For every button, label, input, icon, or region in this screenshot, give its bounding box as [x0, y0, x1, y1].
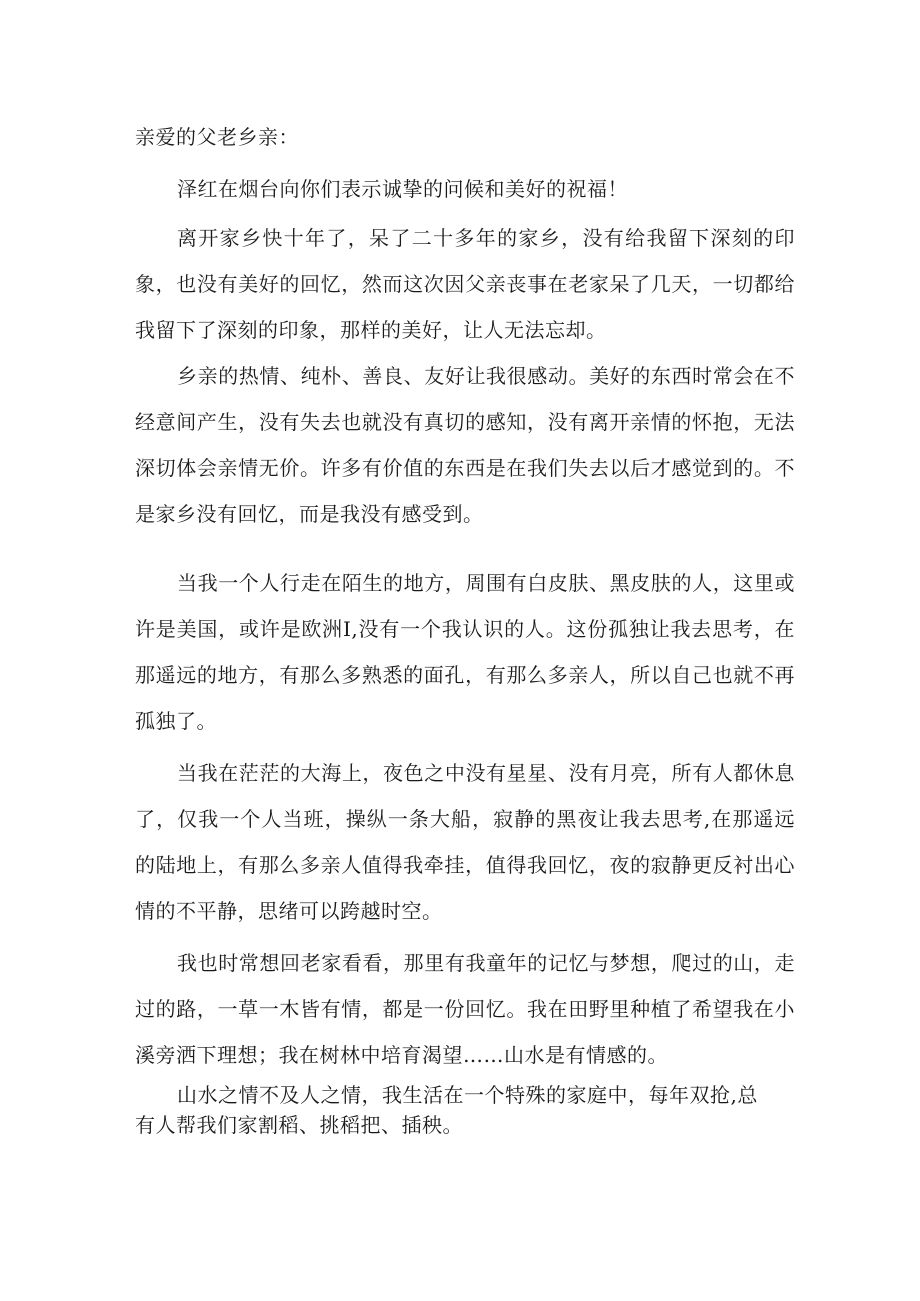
paragraph-greeting: 泽红在烟台向你们表示诚挚的问候和美好的祝福！ — [177, 177, 628, 201]
paragraph-hometown-memories: 我也时常想回老家看看，那里有我童年的记忆与梦想，爬过的山，走过的路，一草一木皆有情，都是一份回忆。我在田野里种植了希望我在小溪旁洒下理想；我在树林中培育渴望……山水是有情感的。 — [135, 951, 795, 1067]
paragraph-abroad: 当我一个人行走在陌生的地方，周围有白皮肤、黑皮肤的人，这里或许是美国，或许是欧洲I,没有一个我认识的人。这份孤独让我去思考，在那遥远的地方，有那么多熟悉的面孔，有那么多亲人，所以自己也就不再孤独了。 — [135, 571, 795, 733]
paragraph-family: 山水之情不及人之情，我生活在一个特殊的家庭中，每年双抢,总有人帮我们家割稻、挑稻把、插秧。 — [135, 1083, 758, 1137]
paragraph-leaving-home: 离开家乡快十年了，呆了二十多年的家乡，没有给我留下深刻的印象，也没有美好的回忆，然而这次因父亲丧事在老家呆了几天，一切都给我留下了深刻的印象，那样的美好，让人无法忘却。 — [135, 226, 795, 342]
paragraph-kindness: 乡亲的热情、纯朴、善良、友好让我很感动。美好的东西时常会在不经意间产生，没有失去也就没有真切的感知，没有离开亲情的怀抱，无法深切体会亲情无价。许多有价值的东西是在我们失去以后才感觉到的。不是家乡没有回忆，而是我没有感受到。 — [135, 364, 795, 526]
paragraph-sea: 当我在茫茫的大海上，夜色之中没有星星、没有月亮，所有人都休息了，仅我一个人当班，操纵一条大船，寂静的黑夜让我去思考,在那遥远的陆地上，有那么多亲人值得我牵挂，值得我回忆，夜的寂静更反衬出心情的不平静，思绪可以跨越时空。 — [135, 761, 795, 923]
salutation: 亲爱的父老乡亲： — [135, 125, 299, 149]
